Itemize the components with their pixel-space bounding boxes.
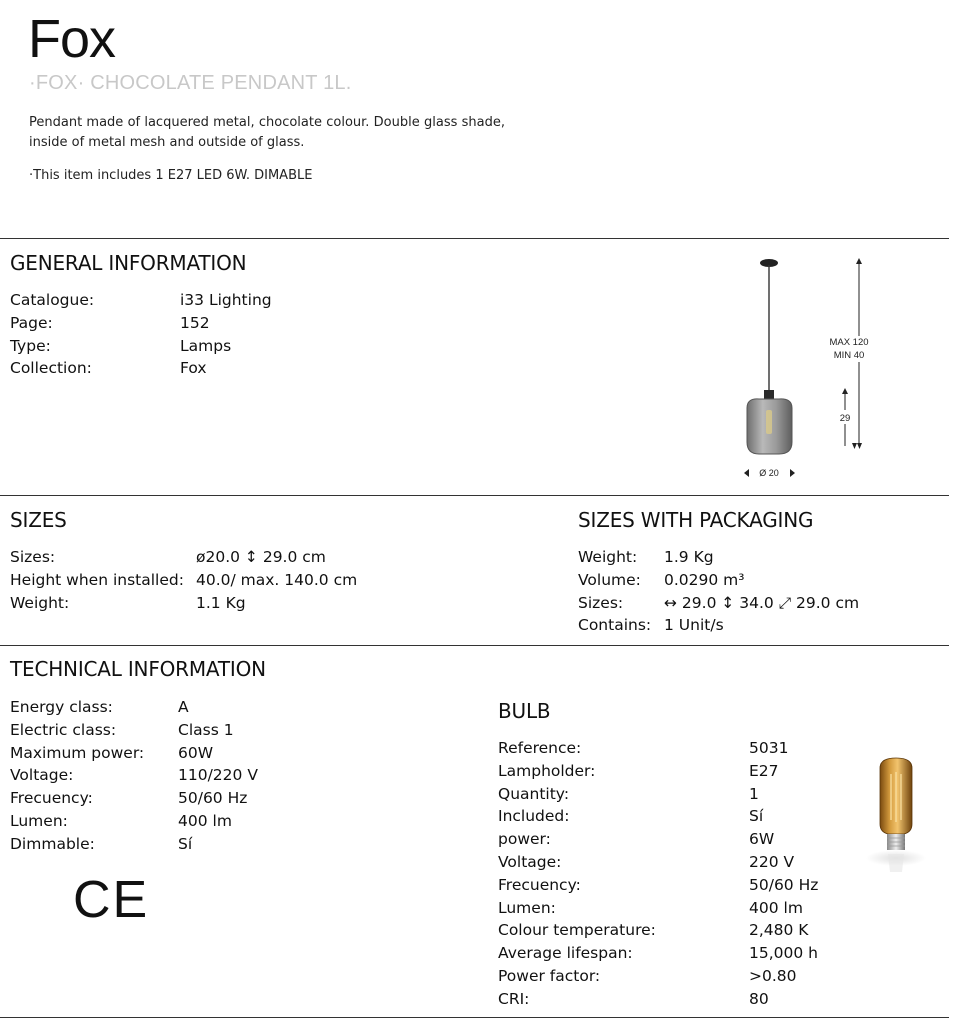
row-value: 1.9 Kg [664,548,714,566]
list-item [498,965,818,988]
general-info-list [10,289,272,380]
list-item [578,569,859,592]
row-label: Lumen: [10,811,68,830]
row-label: Voltage: [10,766,74,785]
list-item [498,919,818,942]
row-label: Sizes: [10,548,56,566]
row-value: ø20.0 ↕ 29.0 cm [196,548,326,566]
divider [0,1017,949,1018]
sizes-title: SIZES [10,508,67,532]
ce-mark-icon: CE [73,871,150,929]
row-value: 0.0290 m³ [664,570,745,589]
list-item [10,787,258,810]
list-item [498,760,818,783]
row-label: Weight: [10,593,70,612]
row-label: Catalogue: [10,291,95,309]
row-value: Fox [180,359,207,378]
row-value: 40.0/ max. 140.0 cm [196,570,358,589]
bulb-list [498,737,818,1011]
sizes-list [10,546,357,614]
list-item [10,357,272,380]
row-value: 400 lm [749,898,803,917]
row-value: A [178,698,189,716]
row-value: 152 [180,313,210,332]
pendant-diagram [735,250,885,485]
row-value: Sí [749,807,764,826]
technical-list [10,696,258,856]
row-value: Class 1 [178,720,234,739]
row-label: Weight: [578,548,638,566]
row-label: Reference: [498,739,582,757]
list-item [10,810,258,833]
list-item [498,783,818,806]
arrow-up-icon [842,388,848,394]
list-item [498,828,818,851]
arrow-up-icon [856,258,862,264]
row-value: 1 Unit/s [664,616,724,635]
row-value: 50/60 Hz [749,875,819,894]
bulb-title: BULB [498,699,551,723]
row-value: 1.1 Kg [196,593,246,612]
divider [0,238,949,239]
divider [0,495,949,496]
product-note: ·This item includes 1 E27 LED 6W. DIMABLE [29,168,313,183]
row-value: i33 Lighting [180,291,272,309]
row-value: >0.80 [749,966,797,985]
row-value: Sí [178,834,193,853]
list-item [10,592,357,615]
row-label: Frecuency: [10,789,93,808]
row-value: 220 V [749,852,795,871]
list-item [10,289,272,312]
row-value: 80 [749,989,769,1008]
row-value: 15,000 h [749,944,818,963]
row-label: Quantity: [498,784,570,803]
list-item [10,742,258,765]
row-label: Dimmable: [10,834,95,853]
bulb-image [860,754,932,880]
list-item [10,569,357,592]
row-value: ↔ 29.0 ↕ 34.0 ⤢ 29.0 cm [664,593,860,612]
shade-height-label: 29 [839,413,851,424]
packaging-title: SIZES WITH PACKAGING [578,508,814,532]
row-value: 5031 [749,739,789,757]
reflection-icon [888,854,904,872]
arrow-left-icon [744,469,749,477]
list-item [498,737,818,760]
row-label: Colour temperature: [498,921,656,940]
list-item [10,546,357,569]
row-label: Lumen: [498,898,556,917]
list-item [498,942,818,965]
height-min-label: MIN 40 [833,350,865,361]
technical-title: TECHNICAL INFORMATION [10,657,266,681]
row-label: Type: [10,336,51,355]
list-item [10,335,272,358]
product-title: Fox [28,9,116,69]
row-label: CRI: [498,989,530,1008]
general-info-title: GENERAL INFORMATION [10,251,247,275]
list-item [10,312,272,335]
product-description: Pendant made of lacquered metal, chocolate colour. Double glass shade, inside of metal mesh and outside of glass. [29,115,505,150]
diameter-label: Ø 20 [759,468,779,478]
product-subtitle: ·FOX· CHOCOLATE PENDANT 1L. [29,72,352,94]
row-value: 2,480 K [749,921,809,940]
row-label: power: [498,830,551,849]
row-label: Volume: [578,570,641,589]
row-value: 110/220 V [178,766,258,785]
row-label: Voltage: [498,852,562,871]
list-item [10,833,258,856]
row-label: Page: [10,313,53,332]
row-value: Lamps [180,336,232,355]
list-item [498,897,818,920]
row-value: 1 [749,784,759,803]
row-label: Maximum power: [10,743,145,762]
arrow-down-icon [857,443,862,449]
row-label: Power factor: [498,966,601,985]
list-item [578,546,859,569]
arrow-right-icon [790,469,795,477]
row-value: 400 lm [178,811,232,830]
row-label: Contains: [578,616,652,635]
list-item [10,764,258,787]
packaging-list [578,546,859,637]
row-label: Energy class: [10,698,113,716]
row-value: 50/60 Hz [178,789,248,808]
list-item [10,719,258,742]
list-item [578,614,859,637]
bulb-filament-icon [766,410,772,434]
height-max-label: MAX 120 [829,337,869,348]
row-label: Frecuency: [498,875,581,894]
list-item [578,592,859,615]
row-label: Included: [498,807,570,826]
row-label: Collection: [10,359,92,378]
list-item [498,805,818,828]
row-label: Average lifespan: [498,944,633,963]
list-item [10,696,258,719]
list-item [498,988,818,1011]
row-label: Height when installed: [10,570,184,589]
row-value: 6W [749,830,775,849]
list-item [498,874,818,897]
row-label: Sizes: [578,593,624,612]
arrow-down-icon [852,443,857,449]
row-label: Lampholder: [498,761,596,780]
row-value: E27 [749,761,779,780]
divider [0,645,949,646]
list-item [498,851,818,874]
row-value: 60W [178,743,214,762]
row-label: Electric class: [10,720,117,739]
